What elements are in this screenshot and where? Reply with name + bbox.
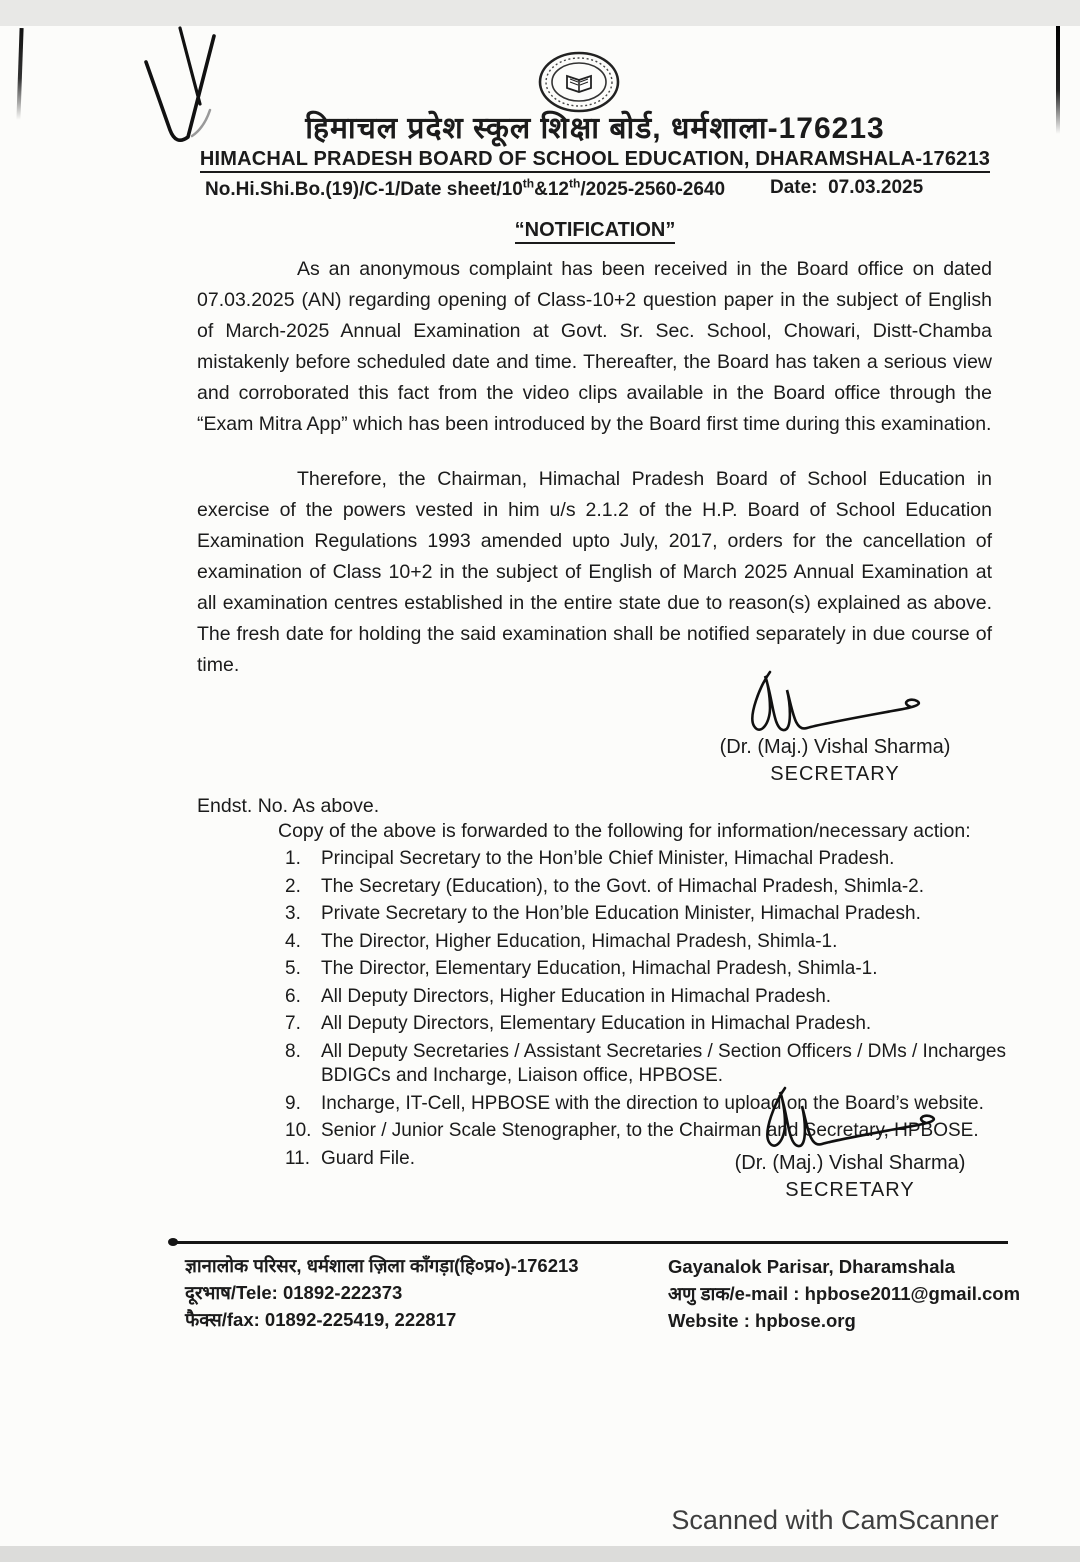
paragraph-1: As an anonymous complaint has been received in the Board office on dated 07.03.2025 (AN) regarding opening of Class-10+2 question paper in the subject of English of March-2025 Annual Examination at Govt. Sr. Sec. School, Chowari, Distt-Chamba mistakenly before scheduled date and time. Thereafter, the Board has taken a serious view and corroborated this fact from the video clips available in the Board office through the “Exam Mitra App” which has been introduced by the Board first time during this examination. xyxy=(197,258,992,435)
signatory-name: (Dr. (Maj.) Vishal Sharma) xyxy=(734,1152,966,1174)
signature-block-1 xyxy=(680,668,990,788)
list-item-9: 9. Incharge, IT-Cell, HPBOSE with the direction to upload on the Board’s website. xyxy=(285,1092,984,1114)
list-item-7: 7. All Deputy Directors, Elementary Education in Himachal Pradesh. xyxy=(285,1013,872,1034)
signatory-designation: SECRETARY xyxy=(770,763,900,785)
signatory-name: (Dr. (Maj.) Vishal Sharma) xyxy=(719,736,951,758)
signatory-designation: SECRETARY xyxy=(785,1179,915,1201)
footer-address-english xyxy=(668,1253,1020,1334)
footer-address-line: Gayanalok Parisar, Dharamshala xyxy=(668,1256,955,1277)
org-name-english: HIMACHAL PRADESH BOARD OF SCHOOL EDUCATION, DHARAMSHALA-176213 xyxy=(160,148,1030,171)
endst-heading: Endst. No. As above. xyxy=(197,795,380,817)
reference-number: No.Hi.Shi.Bo.(19)/C-1/Date sheet/10th&12th/2025-2560-2640 xyxy=(205,177,726,201)
footer-fax-line: फैक्स/fax: 01892-225419, 222817 xyxy=(185,1309,457,1330)
paragraph-2: Therefore, the Chairman, Himachal Pradesh Board of School Education in exercise of the powers vested in him u/s 2.1.2 of the H.P. Board of School Education Examination Regulations 1993 amended upto July, 2017, orders for the cancellation of examination of Class 10+2 in the subject of English of March 2025 Annual Examination at all examination centres established in the entire state due to reason(s) explained as above. The fresh date for holding the said examination shall be notified separately in due course of time. xyxy=(197,468,992,676)
org-name-hindi: हिमाचल प्रदेश स्कूल शिक्षा बोर्ड, धर्मशाला-176213 xyxy=(305,112,885,145)
scan-artifact-right xyxy=(1056,26,1060,134)
footer-tele-line: दूरभाष/Tele: 01892-222373 xyxy=(185,1282,403,1303)
footer-website-line: Website : hpbose.org xyxy=(668,1310,856,1331)
footer-address-hindi xyxy=(185,1252,579,1333)
list-item-3: 3. Private Secretary to the Hon’ble Education Minister, Himachal Pradesh. xyxy=(285,903,921,924)
reference-line xyxy=(205,177,924,201)
signature-squiggle-1 xyxy=(740,668,930,736)
list-item-6: 6. All Deputy Directors, Higher Education in Himachal Pradesh. xyxy=(285,985,832,1007)
signature-squiggle-2 xyxy=(755,1084,945,1152)
list-item-1: 1. Principal Secretary to the Hon’ble Chief Minister, Himachal Pradesh. xyxy=(285,848,895,869)
list-item-11: 11. Guard File. xyxy=(285,1147,415,1169)
board-seal-logo xyxy=(537,50,621,114)
footer-divider xyxy=(172,1241,1008,1244)
document-date: Date: 07.03.2025 xyxy=(770,177,924,198)
camscanner-watermark: Scanned with CamScanner xyxy=(671,1505,999,1535)
footer-address-line: ज्ञानालोक परिसर, धर्मशाला ज़िला काँगड़ा(हि०प्र०)-176213 xyxy=(185,1255,579,1276)
signature-block-2 xyxy=(695,1084,1005,1204)
list-item-2: 2. The Secretary (Education), to the Govt. of Himachal Pradesh, Shimla-2. xyxy=(285,875,924,897)
footer-email-line: अणु डाक/e-mail : hpbose2011@gmail.com xyxy=(668,1283,1021,1304)
notification-body xyxy=(197,254,992,705)
scan-artifact-left xyxy=(16,28,23,120)
scan-edge-strip-top xyxy=(0,0,1080,26)
copy-forward-line: Copy of the above is forwarded to the following for information/necessary action: xyxy=(278,820,971,842)
list-item-10: 10. Senior / Junior Scale Stenographer, to the Chairman and Secretary, HPBOSE. xyxy=(285,1120,979,1141)
notification-title: “NOTIFICATION” xyxy=(160,219,1030,242)
list-item-4: 4. The Director, Higher Education, Himachal Pradesh, Shimla-1. xyxy=(285,930,838,952)
list-item-8: 8. All Deputy Secretaries / Assistant Secretaries / Section Officers / DMs / Incharges BDIGCs and Incharge, Liaison office, HPBOSE. xyxy=(285,1040,1006,1086)
scan-edge-strip-bottom xyxy=(0,1546,1080,1562)
list-item-5: 5. The Director, Elementary Education, Himachal Pradesh, Shimla-1. xyxy=(285,958,878,979)
